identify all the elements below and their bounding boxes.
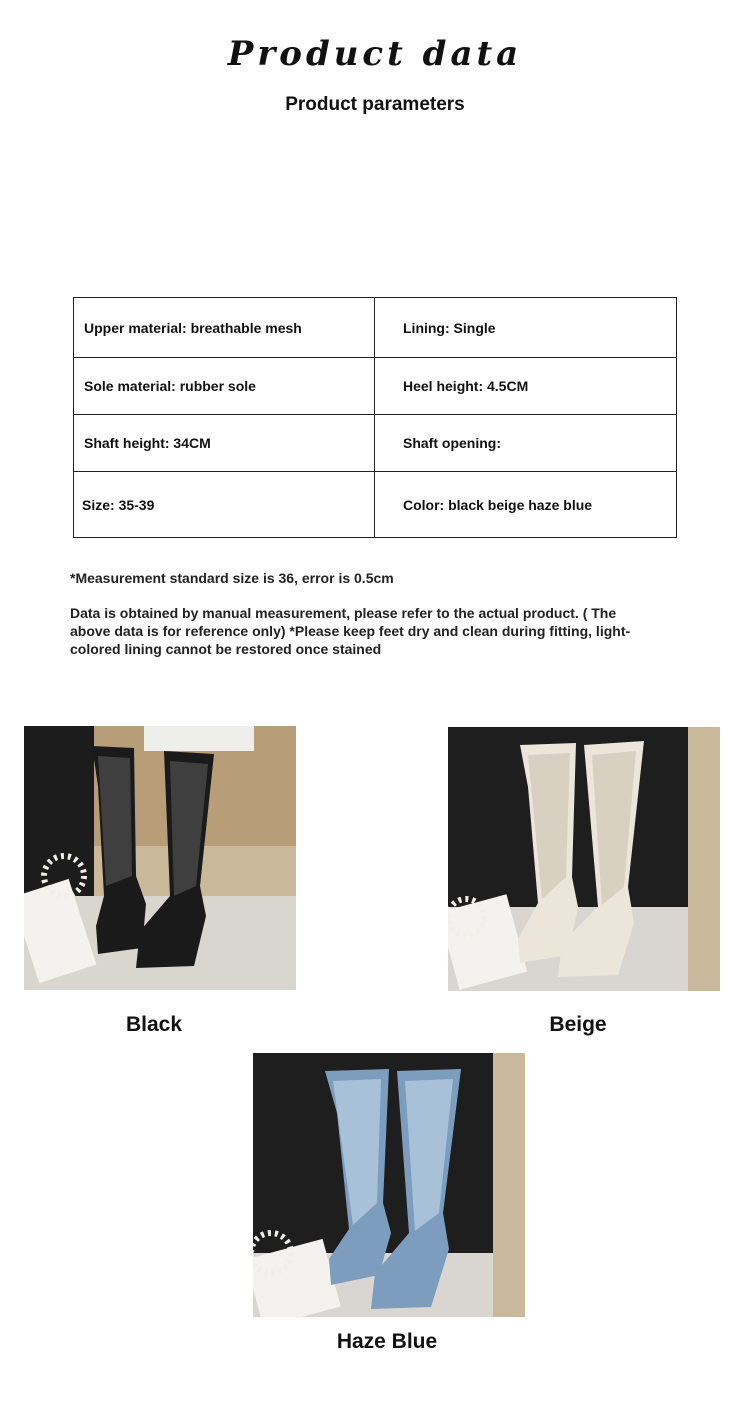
- color-label-haze-blue: Haze Blue: [336, 1330, 438, 1353]
- table-cell: Shaft opening:: [375, 415, 677, 472]
- product-photo-black: [24, 726, 296, 990]
- table-cell: Upper material: breathable mesh: [74, 298, 375, 358]
- table-cell: Color: black beige haze blue: [375, 472, 677, 538]
- parameters-table: [73, 297, 677, 538]
- table-row: [74, 472, 677, 538]
- color-label-beige: Beige: [549, 1013, 607, 1036]
- script-title: Product data: [227, 34, 523, 74]
- table-row: [74, 358, 677, 415]
- table-cell: Size: 35-39: [74, 472, 375, 538]
- table-cell: Lining: Single: [375, 298, 677, 358]
- table-cell: Heel height: 4.5CM: [375, 358, 677, 415]
- disclaimer-note: Data is obtained by manual measurement, please refer to the actual product. ( The above data is for reference only) *Please keep feet dry and clean during fitting, light-colored lining cannot be restored once stained: [70, 605, 631, 657]
- product-photo-beige: [448, 727, 720, 991]
- page-subtitle: Product parameters: [285, 94, 465, 115]
- color-label-black: Black: [125, 1013, 183, 1036]
- table-cell: Sole material: rubber sole: [74, 358, 375, 415]
- table-row: [74, 298, 677, 358]
- measurement-note: *Measurement standard size is 36, error is 0.5cm: [70, 570, 394, 586]
- product-photo-haze-blue: [253, 1053, 525, 1317]
- table-row: [74, 415, 677, 472]
- table-cell: Shaft height: 34CM: [74, 415, 375, 472]
